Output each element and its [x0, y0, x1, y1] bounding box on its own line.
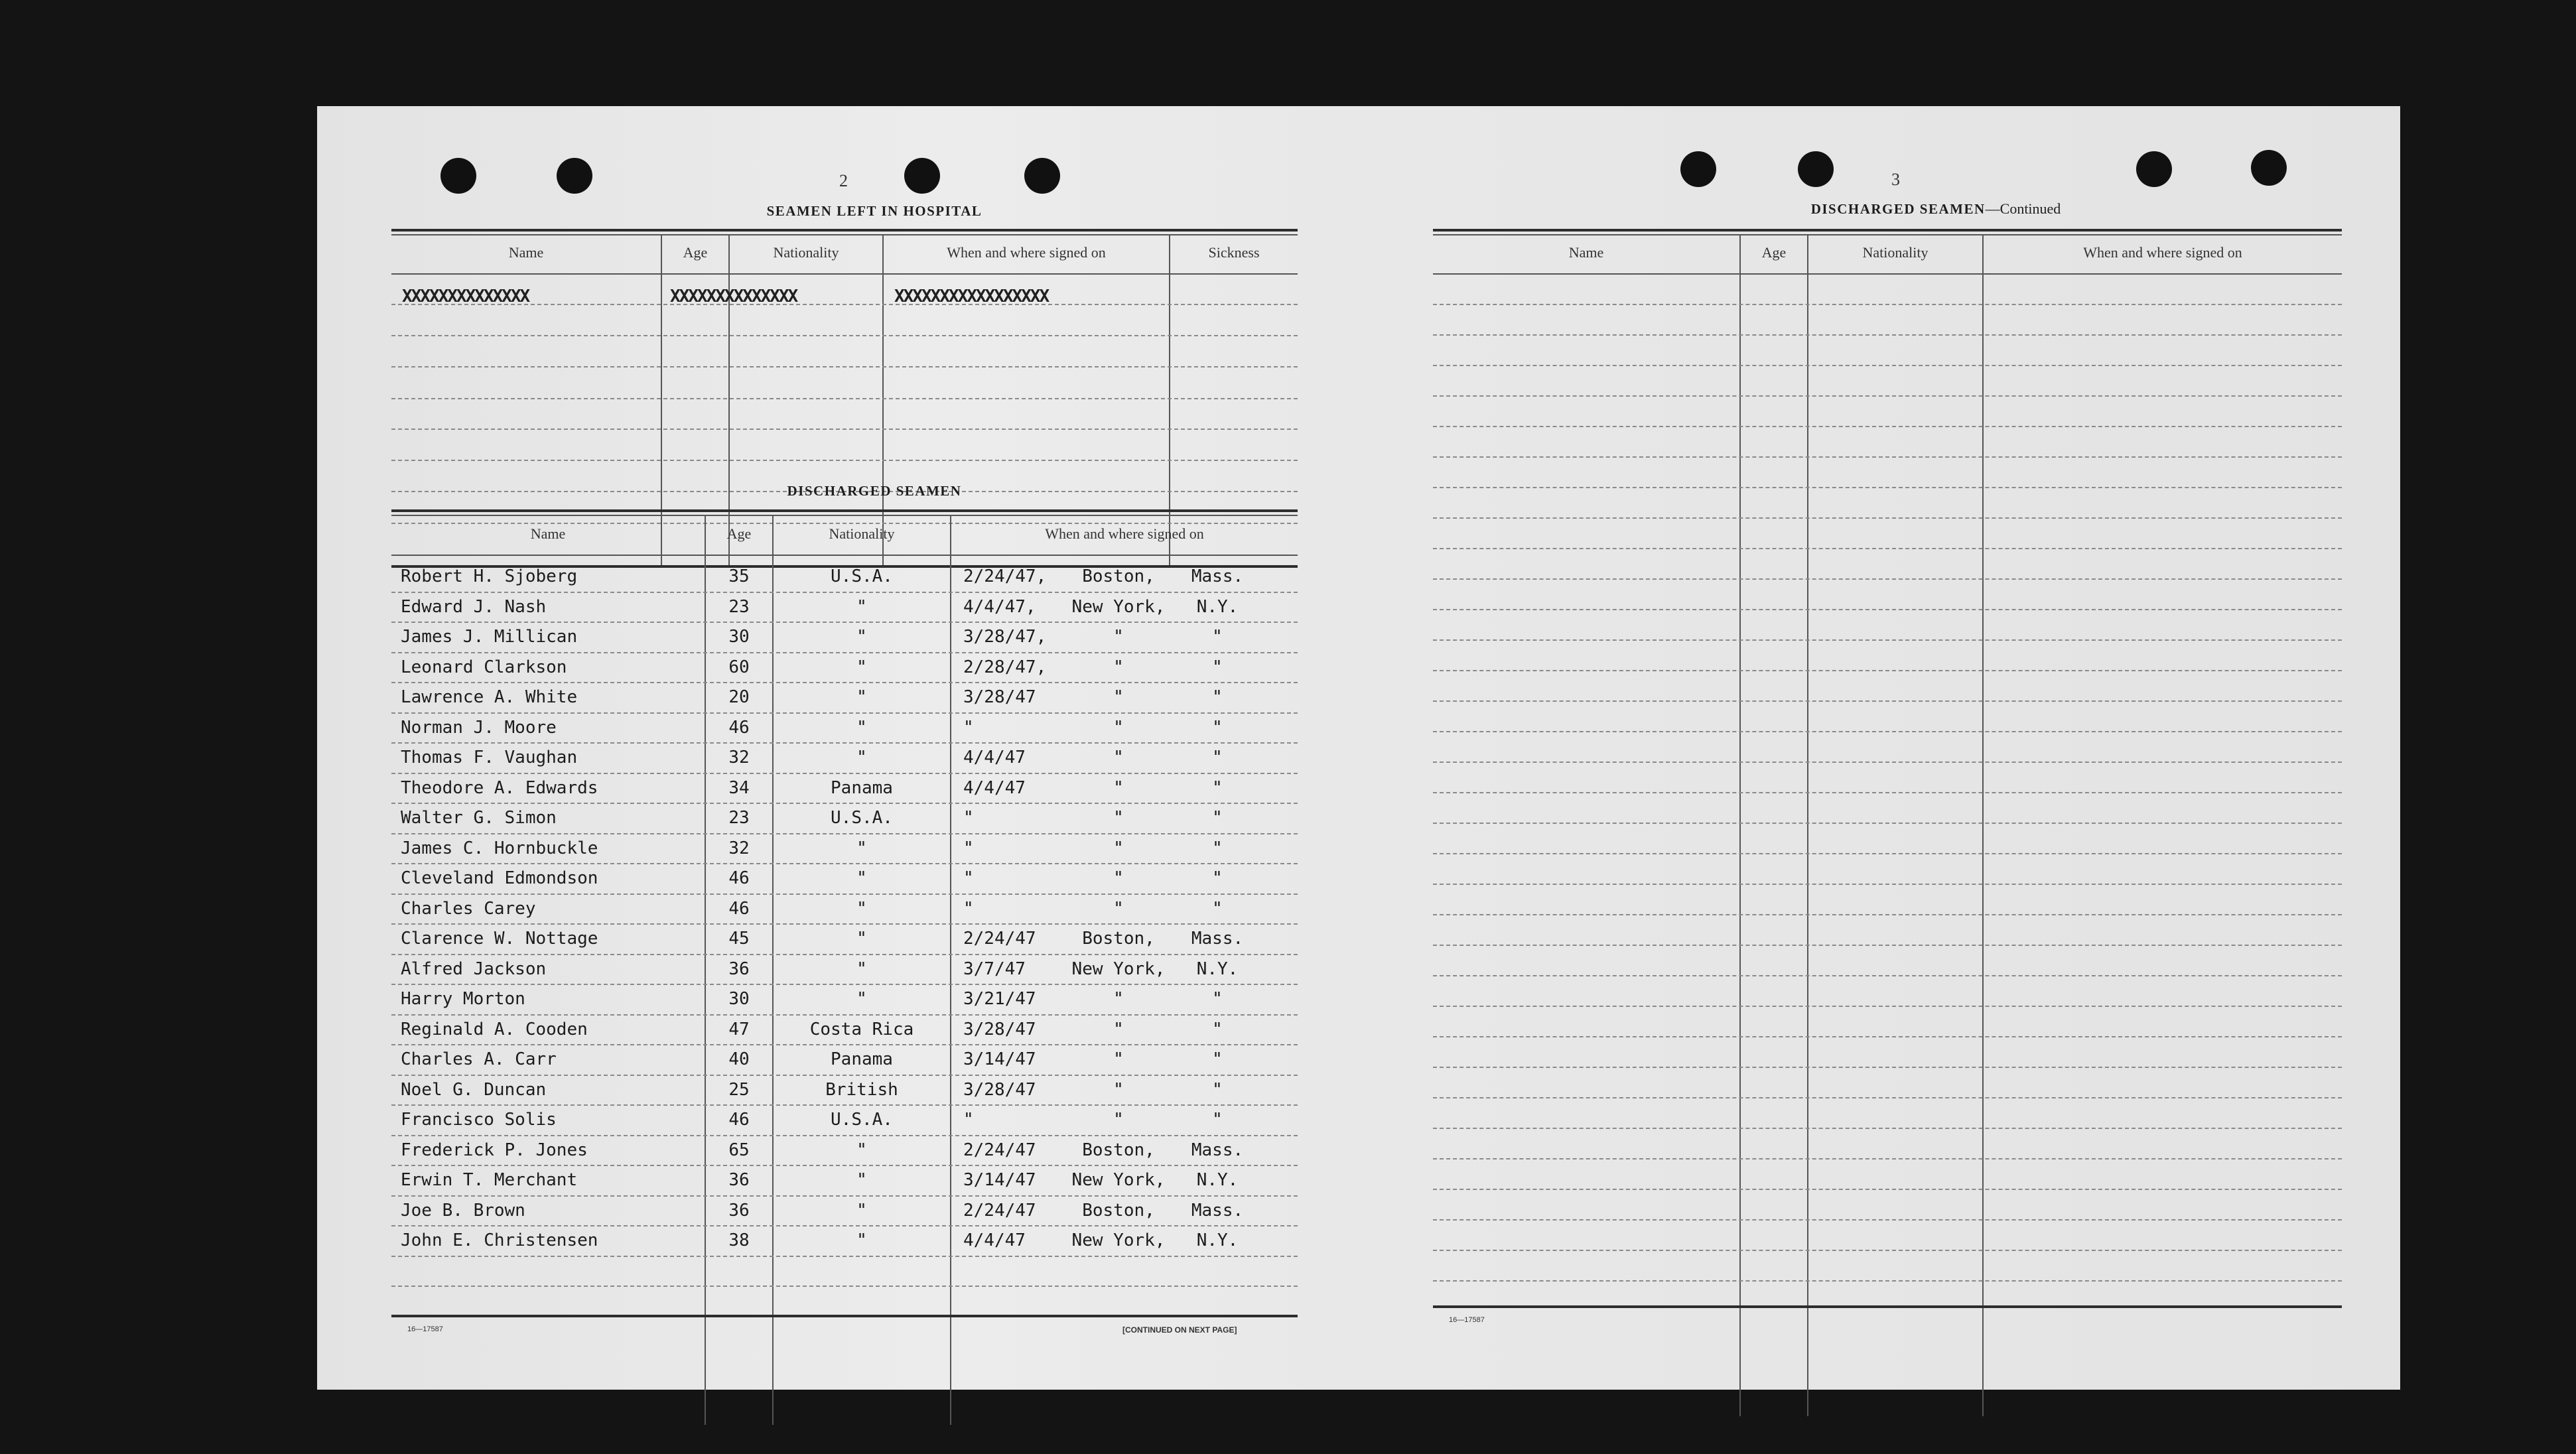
signed-on-place: ": [1113, 1079, 1124, 1100]
seaman-age: 32: [728, 748, 750, 767]
signed-on-state: ": [1212, 868, 1223, 888]
col-header-nationality: Nationality: [1862, 244, 1929, 261]
seaman-nationality: ": [856, 958, 867, 979]
signed-on-date: 4/4/47: [963, 777, 1026, 798]
signed-on-place: New York,: [1071, 1170, 1166, 1190]
punch-hole: [1798, 151, 1834, 187]
seaman-name: Reginald A. Cooden: [401, 1019, 588, 1039]
seaman-name: Theodore A. Edwards: [401, 777, 598, 798]
seaman-nationality: ": [856, 838, 867, 858]
seaman-nationality: ": [856, 868, 867, 888]
seaman-name: Harry Morton: [401, 989, 525, 1009]
seaman-age: 32: [728, 838, 750, 858]
document-sheet: [317, 106, 2400, 1390]
seaman-age: 46: [728, 868, 750, 888]
signed-on-date: ": [963, 1110, 974, 1130]
seaman-nationality: ": [856, 657, 867, 677]
seaman-name: Noel G. Duncan: [401, 1079, 547, 1100]
discharged-section-title: DISCHARGED SEAMEN: [787, 483, 962, 499]
seaman-nationality: ": [856, 1230, 867, 1250]
seaman-age: 40: [728, 1049, 750, 1069]
col-header-age: Age: [1761, 244, 1787, 261]
seaman-name: Norman J. Moore: [401, 717, 557, 738]
signed-on-place: New York,: [1071, 596, 1166, 617]
seaman-name: Charles Carey: [401, 898, 536, 919]
signed-on-date: 3/28/47: [963, 1079, 1036, 1100]
signed-on-place: ": [1113, 1110, 1124, 1130]
seaman-name: Charles A. Carr: [401, 1049, 557, 1069]
punch-hole: [2251, 150, 2287, 186]
signed-on-state: ": [1212, 657, 1223, 677]
signed-on-state: ": [1212, 687, 1223, 707]
seaman-age: 65: [728, 1140, 750, 1160]
seaman-name: John E. Christensen: [401, 1230, 598, 1250]
signed-on-place: ": [1113, 777, 1124, 798]
signed-on-state: ": [1212, 1019, 1223, 1039]
seaman-name: Cleveland Edmondson: [401, 868, 598, 888]
signed-on-date: 4/4/47: [963, 748, 1026, 767]
seaman-age: 46: [728, 717, 750, 738]
signed-on-place: ": [1113, 657, 1124, 677]
col-header-name: Name: [530, 525, 566, 542]
signed-on-place: ": [1113, 717, 1124, 738]
col-header-age: Age: [683, 244, 708, 261]
signed-on-place: ": [1113, 748, 1124, 767]
seaman-nationality: Panama: [831, 777, 893, 798]
signed-on-place: Boston,: [1082, 566, 1155, 586]
page-number: 2: [839, 171, 848, 190]
signed-on-place: ": [1113, 898, 1124, 919]
signed-on-date: 4/4/47,: [963, 596, 1036, 617]
crossed-out-when-where: XXXXXXXXXXXXXXXXX: [894, 287, 1049, 306]
signed-on-place: ": [1113, 838, 1124, 858]
seaman-age: 38: [728, 1230, 750, 1250]
signed-on-state: ": [1212, 717, 1223, 738]
signed-on-state: N.Y.: [1196, 1230, 1239, 1250]
crossed-out-age-nationality: XXXXXXXXXXXXXX: [670, 287, 797, 306]
punch-hole: [1024, 158, 1060, 194]
seaman-nationality: ": [856, 898, 867, 919]
seaman-name: Alfred Jackson: [401, 958, 547, 979]
seaman-nationality: ": [856, 929, 867, 949]
signed-on-date: 3/28/47,: [963, 627, 1047, 647]
seaman-nationality: ": [856, 596, 867, 617]
crossed-out-name: XXXXXXXXXXXXXX: [402, 287, 529, 306]
seaman-name: Thomas F. Vaughan: [401, 748, 578, 767]
seaman-nationality: ": [856, 687, 867, 707]
signed-on-place: ": [1113, 687, 1124, 707]
signed-on-state: ": [1212, 1079, 1223, 1100]
seaman-age: 30: [728, 989, 750, 1009]
seaman-nationality: U.S.A.: [831, 566, 893, 586]
signed-on-date: ": [963, 808, 974, 828]
signed-on-date: 2/24/47: [963, 1140, 1036, 1160]
col-header-nationality: Nationality: [829, 525, 895, 542]
col-header-name: Name: [508, 244, 544, 261]
signed-on-date: 3/14/47: [963, 1049, 1036, 1069]
signed-on-place: ": [1113, 1049, 1124, 1069]
seaman-name: Francisco Solis: [401, 1110, 557, 1130]
seaman-nationality: Costa Rica: [809, 1019, 914, 1039]
discharged-title: DISCHARGED SEAMEN: [1810, 201, 1986, 217]
punch-hole: [441, 158, 476, 194]
col-header-when-where: When and where signed on: [947, 244, 1106, 261]
signed-on-date: ": [963, 898, 974, 919]
seaman-nationality: ": [856, 1170, 867, 1190]
punch-hole: [1680, 151, 1716, 187]
seaman-age: 36: [728, 1200, 750, 1221]
seaman-name: Robert H. Sjoberg: [401, 566, 578, 586]
seaman-nationality: ": [856, 1200, 867, 1221]
hospital-section-title: SEAMEN LEFT IN HOSPITAL: [766, 203, 983, 219]
signed-on-date: ": [963, 868, 974, 888]
signed-on-date: 3/7/47: [963, 958, 1026, 979]
seaman-name: Walter G. Simon: [401, 808, 557, 828]
seaman-name: Clarence W. Nottage: [401, 929, 598, 949]
seaman-nationality: Panama: [831, 1049, 893, 1069]
signed-on-date: 2/28/47,: [963, 657, 1047, 677]
seaman-name: Frederick P. Jones: [401, 1140, 588, 1160]
col-header-nationality: Nationality: [773, 244, 839, 261]
seaman-age: 45: [728, 929, 750, 949]
seaman-nationality: British: [825, 1079, 898, 1100]
seaman-nationality: U.S.A.: [831, 808, 893, 828]
seaman-name: James C. Hornbuckle: [401, 838, 598, 858]
seaman-age: 23: [728, 808, 750, 828]
signed-on-place: Boston,: [1082, 1140, 1155, 1160]
seaman-nationality: ": [856, 748, 867, 767]
signed-on-state: ": [1212, 808, 1223, 828]
seaman-nationality: ": [856, 989, 867, 1009]
seaman-age: 36: [728, 1170, 750, 1190]
signed-on-state: N.Y.: [1196, 596, 1239, 617]
signed-on-state: N.Y.: [1196, 1170, 1239, 1190]
signed-on-place: Boston,: [1082, 1200, 1155, 1221]
col-header-when-where: When and where signed on: [2083, 244, 2242, 261]
continued-suffix: —Continued: [1985, 200, 2061, 217]
seaman-nationality: ": [856, 1140, 867, 1160]
seaman-age: 30: [728, 627, 750, 647]
seaman-age: 46: [728, 1110, 750, 1130]
signed-on-date: 3/14/47: [963, 1170, 1036, 1190]
signed-on-place: ": [1113, 808, 1124, 828]
signed-on-date: ": [963, 717, 974, 738]
signed-on-state: ": [1212, 748, 1223, 767]
col-header-name: Name: [1568, 244, 1604, 261]
col-header-sickness: Sickness: [1208, 244, 1260, 261]
seaman-age: 47: [728, 1019, 750, 1039]
page-number: 3: [1891, 170, 1900, 189]
seaman-name: Leonard Clarkson: [401, 657, 567, 677]
seaman-name: Edward J. Nash: [401, 596, 547, 617]
seaman-nationality: ": [856, 717, 867, 738]
signed-on-state: ": [1212, 989, 1223, 1009]
seaman-age: 60: [728, 657, 750, 677]
seaman-name: Erwin T. Merchant: [401, 1170, 578, 1190]
discharged-continued-title: [1704, 200, 2168, 218]
seaman-age: 23: [728, 596, 750, 617]
signed-on-place: New York,: [1071, 958, 1166, 979]
signed-on-state: ": [1212, 838, 1223, 858]
signed-on-state: Mass.: [1191, 929, 1244, 949]
seaman-age: 46: [728, 898, 750, 919]
signed-on-state: ": [1212, 1049, 1223, 1069]
continued-note: [CONTINUED ON NEXT PAGE]: [1122, 1325, 1237, 1335]
form-number: 16—17587: [1449, 1316, 1485, 1324]
signed-on-place: ": [1113, 627, 1124, 647]
seaman-name: James J. Millican: [401, 627, 578, 647]
seaman-age: 25: [728, 1079, 750, 1100]
signed-on-state: Mass.: [1191, 1140, 1244, 1160]
col-header-age: Age: [726, 525, 752, 542]
signed-on-date: 2/24/47,: [963, 566, 1047, 586]
seaman-age: 20: [728, 687, 750, 707]
seaman-age: 34: [728, 777, 750, 798]
signed-on-place: New York,: [1071, 1230, 1166, 1250]
seaman-age: 35: [728, 566, 750, 586]
seaman-name: Joe B. Brown: [401, 1200, 525, 1221]
seaman-nationality: U.S.A.: [831, 1110, 893, 1130]
form-number: 16—17587: [407, 1325, 443, 1333]
punch-hole: [2136, 151, 2172, 187]
signed-on-state: ": [1212, 898, 1223, 919]
seaman-age: 36: [728, 958, 750, 979]
signed-on-state: ": [1212, 777, 1223, 798]
signed-on-state: Mass.: [1191, 1200, 1244, 1221]
signed-on-place: Boston,: [1082, 929, 1155, 949]
signed-on-date: 2/24/47: [963, 929, 1036, 949]
signed-on-state: ": [1212, 627, 1223, 647]
seaman-name: Lawrence A. White: [401, 687, 578, 707]
signed-on-state: ": [1212, 1110, 1223, 1130]
signed-on-date: 4/4/47: [963, 1230, 1026, 1250]
col-header-when-where: When and where signed on: [1045, 525, 1204, 542]
signed-on-state: N.Y.: [1196, 958, 1239, 979]
seaman-nationality: ": [856, 627, 867, 647]
signed-on-date: 3/21/47: [963, 989, 1036, 1009]
signed-on-date: 3/28/47: [963, 1019, 1036, 1039]
signed-on-date: 2/24/47: [963, 1200, 1036, 1221]
signed-on-place: ": [1113, 868, 1124, 888]
signed-on-place: ": [1113, 1019, 1124, 1039]
signed-on-state: Mass.: [1191, 566, 1244, 586]
signed-on-place: ": [1113, 989, 1124, 1009]
signed-on-date: 3/28/47: [963, 687, 1036, 707]
punch-hole: [557, 158, 592, 194]
signed-on-date: ": [963, 838, 974, 858]
punch-hole: [904, 158, 940, 194]
